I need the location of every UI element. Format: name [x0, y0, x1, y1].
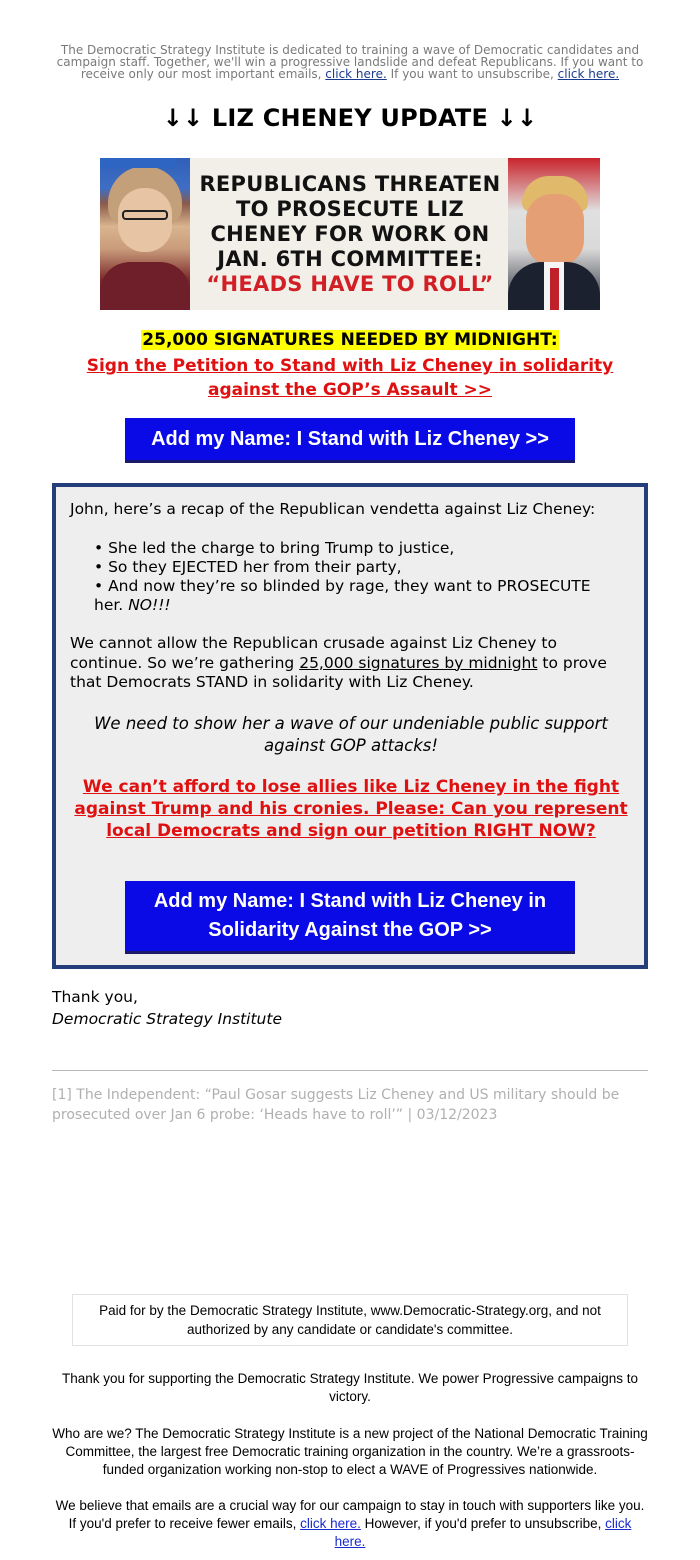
signoff: [52, 986, 282, 1030]
signature-goal-text: 25,000 signatures by midnight: [299, 653, 538, 672]
preheader-text-middle: If you want to unsubscribe,: [390, 67, 554, 81]
footer-about: Who are we? The Democratic Strategy Institute is a new project of the National Democratic Training Committee, the largest free Democratic training organization in the country. We’re a grassroots-funded organization working non-stop to elect a WAVE of Progressives nationwide.: [52, 1426, 648, 1477]
preheader-text: The Democratic Strategy Institute is dedicated to training a wave of Democratic candidates and campaign staff. Together, we'll win a progressive landslide and defeat Republicans. If you want to receive only our most important emails,: [56, 43, 644, 81]
recap-bullet-list: [94, 539, 624, 615]
footer-unsubscribe-link[interactable]: click here.: [334, 1516, 632, 1549]
list-item-emphasis: NO!!!: [128, 596, 171, 614]
fewer-emails-link[interactable]: click here.: [325, 67, 387, 81]
support-statement: We need to show her a wave of our undeniable public support against GOP attacks!: [94, 714, 608, 755]
button-line-1: Add my Name: I Stand with Liz Cheney in: [153, 890, 547, 912]
list-item: • And now they’re so blinded by rage, they want to PROSECUTE: [94, 577, 591, 595]
paragraph-text: We cannot allow the Republican crusade against Liz Cheney to continue. So we’re gathering: [70, 634, 557, 672]
paid-for-disclaimer: Paid for by the Democratic Strategy Institute, www.Democratic-Strategy.org, and not authorized by any candidate or candidate's committee.: [72, 1294, 628, 1346]
list-item: • So they EJECTED her from their party,: [94, 558, 402, 576]
banner-headline: [186, 172, 514, 297]
footer-thanks: Thank you for supporting the Democratic Strategy Institute. We power Progressive campaigns to victory.: [61, 1371, 639, 1404]
signatures-needed-callout: [0, 330, 700, 350]
list-item-continuation: [94, 596, 624, 615]
preheader: [50, 44, 650, 80]
recap-paragraph: [70, 634, 632, 693]
petition-appeal-link[interactable]: We can’t afford to lose allies like Liz Cheney in the fight against Trump and his cronies. Please: Can you represent local Democrats and sign our petition RIGHT NOW?: [74, 777, 628, 841]
list-item: • She led the charge to bring Trump to justice,: [94, 539, 455, 557]
page-title: ↓↓ LIZ CHENEY UPDATE ↓↓: [162, 104, 538, 132]
donald-trump-photo: [508, 158, 600, 310]
signatures-needed-text: 25,000 SIGNATURES NEEDED BY MIDNIGHT:: [142, 330, 558, 350]
footer-email-preferences: [52, 1497, 648, 1551]
liz-cheney-photo: [100, 158, 190, 310]
signoff-org: Democratic Strategy Institute: [52, 1010, 282, 1028]
sign-petition-link[interactable]: Sign the Petition to Stand with Liz Cheney in solidarity against the GOP’s Assault >>: [86, 356, 614, 400]
footer-fewer-emails-link[interactable]: click here.: [300, 1516, 361, 1531]
banner-title: REPUBLICANS THREATEN TO PROSECUTE LIZ CHENEY FOR WORK ON JAN. 6TH COMMITTEE:: [199, 172, 501, 271]
recap-intro: John, here’s a recap of the Republican vendetta against Liz Cheney:: [70, 500, 596, 518]
flag-stripe-left: [100, 158, 176, 168]
footnote: [1] The Independent: “Paul Gosar suggests Liz Cheney and US military should be prosecuted over Jan 6 probe: ‘Heads have to roll’” | 03/12/2023: [52, 1087, 620, 1123]
footer-pref-text: We believe that emails are a crucial way for our campaign to stay in touch with supporters like you. If you'd prefer to receive fewer emails,: [55, 1498, 645, 1531]
button-line-2: Solidarity Against the GOP >>: [208, 919, 492, 941]
banner-quote: “HEADS HAVE TO ROLL”: [206, 272, 494, 296]
add-name-button[interactable]: Add my Name: I Stand with Liz Cheney >>: [125, 418, 575, 463]
paragraph-text-end: to prove that Democrats STAND in solidarity with Liz Cheney.: [70, 653, 607, 691]
signoff-thanks: Thank you,: [52, 988, 138, 1006]
list-item-cont-text: her.: [94, 596, 124, 614]
hero-banner[interactable]: [100, 158, 600, 310]
unsubscribe-link[interactable]: click here.: [557, 67, 620, 81]
divider: [52, 1070, 648, 1071]
footer-pref-text-middle: However, if you'd prefer to unsubscribe,: [364, 1516, 602, 1531]
add-name-solidarity-button[interactable]: [125, 881, 575, 954]
